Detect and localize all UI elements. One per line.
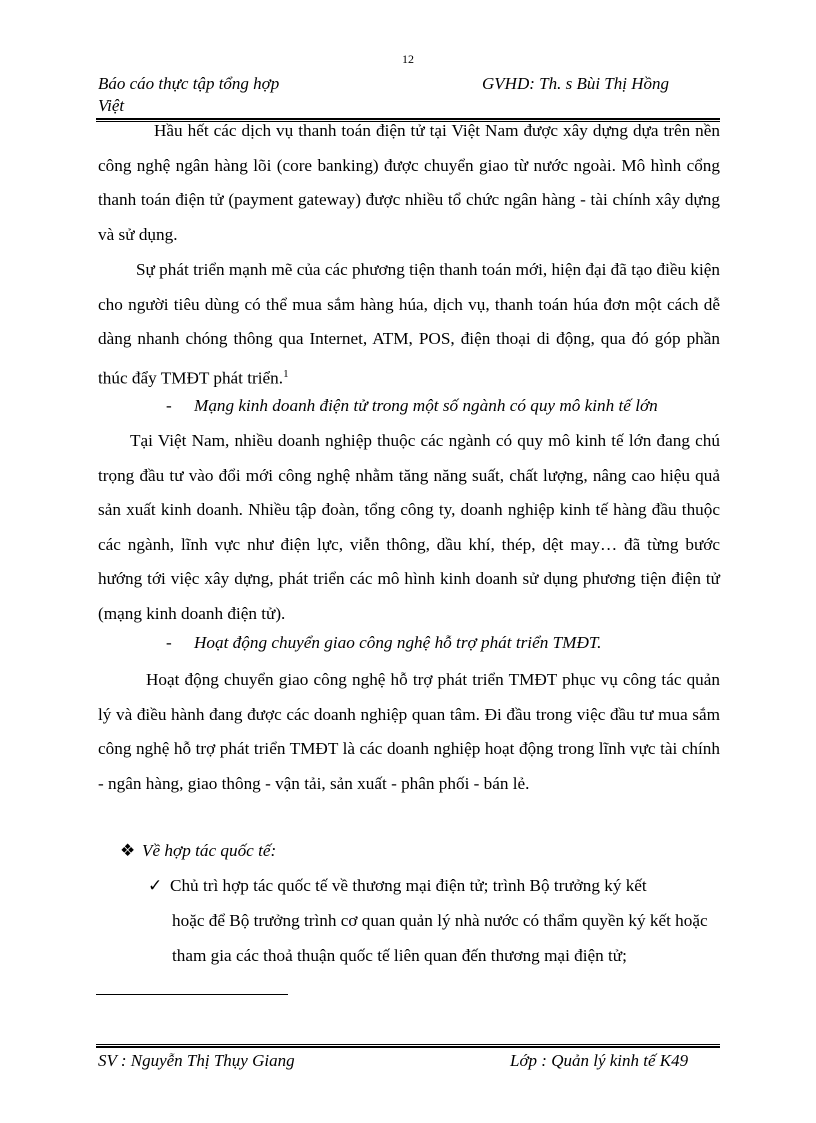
header-report-title: Báo cáo thực tập tổng hợp: [98, 74, 280, 93]
section-international-cooperation-title: Về hợp tác quốc tế:: [142, 841, 277, 860]
subheading-business-network: [166, 389, 658, 423]
checklist-item-first-line: [148, 869, 720, 904]
footer-rule-thin: [96, 1044, 720, 1045]
page-number: 12: [402, 52, 414, 66]
paragraph-payment-development: [98, 253, 720, 396]
subheading-technology-transfer-text: Hoạt động chuyển giao công nghệ hỗ trợ phát triển TMĐT.: [194, 633, 602, 652]
diamond-bullet-icon: ❖: [120, 841, 136, 860]
paragraph-payment-services: Hầu hết các dịch vụ thanh toán điện tử tại Việt Nam được xây dựng dựa trên nền công nghệ ngân hàng lõi (core banking) được chuyển giao từ nước ngoài. Mô hình cổng thanh toán điện tử (payment gateway) được nhiều tổ chức ngân hàng - tài chính xây dựng và sử dụng.: [98, 121, 720, 244]
footer-class: Lớp : Quản lý kinh tế K49: [510, 1051, 689, 1070]
paragraph-vietnam-enterprises: Tại Việt Nam, nhiều doanh nghiệp thuộc các ngành có quy mô kinh tế lớn đang chú trọng đầu tư vào đổi mới công nghệ nhằm tăng năng suất, chất lượng, nâng cao hiệu quả sản xuất kinh doanh. Nhiều tập đoàn, tổng công ty, doanh nghiệp kinh tế hàng đầu thuộc các ngành, lĩnh vực như điện lực, viễn thông, dầu khí, thép, dệt may… đã từng bước hướng tới việc xây dựng, phát triển các mô hình kinh doanh sử dụng phương tiện điện tử (mạng kinh doanh điện tử).: [98, 431, 720, 623]
checkmark-icon: ✓: [148, 876, 163, 895]
footnote-separator: [96, 994, 288, 995]
checklist-item-continuation: hoặc để Bộ trưởng trình cơ quan quản lý nhà nước có thẩm quyền ký kết hoặc tham gia các thoả thuận quốc tế liên quan đến thương mại điện tử;: [172, 911, 708, 965]
header-supervisor: GVHD: Th. s Bùi Thị Hồng: [482, 74, 670, 93]
footnote-reference: 1: [283, 367, 289, 380]
paragraph-technology-transfer: Hoạt động chuyển giao công nghệ hỗ trợ phát triển TMĐT phục vụ công tác quản lý và điều hành đang được các doanh nghiệp quan tâm. Đi đầu trong việc đầu tư mua sắm công nghệ hỗ trợ phát triển TMĐT là các doanh nghiệp hoạt động trong lĩnh vực tài chính - ngân hàng, giao thông - vận tải, sản xuất - phân phối - bán lẻ.: [98, 670, 720, 793]
dash-marker: -: [166, 396, 172, 415]
section-international-cooperation: [120, 834, 276, 868]
paragraph-payment-development-text: Sự phát triển mạnh mẽ của các phương tiện thanh toán mới, hiện đại đã tạo điều kiện cho người tiêu dùng có thể mua sắm hàng húa, dịch vụ, thanh toán húa đơn một cách dễ dàng nhanh chóng thông qua Internet, ATM, POS, điện thoại di động, qua đó góp phần thúc đẩy TMĐT phát triển.: [98, 260, 720, 388]
subheading-business-network-text: Mạng kinh doanh điện tử trong một số ngành có quy mô kinh tế lớn: [194, 396, 658, 415]
dash-marker: -: [166, 633, 172, 652]
checklist-item-text: Chủ trì hợp tác quốc tế về thương mại điện tử; trình Bộ trưởng ký kết: [170, 876, 647, 895]
footer-rule-thick: [96, 1046, 720, 1048]
subheading-technology-transfer: [166, 626, 601, 660]
header-supervisor-continued: Việt: [98, 96, 125, 115]
footer-student-name: SV : Nguyễn Thị Thụy Giang: [98, 1051, 295, 1070]
